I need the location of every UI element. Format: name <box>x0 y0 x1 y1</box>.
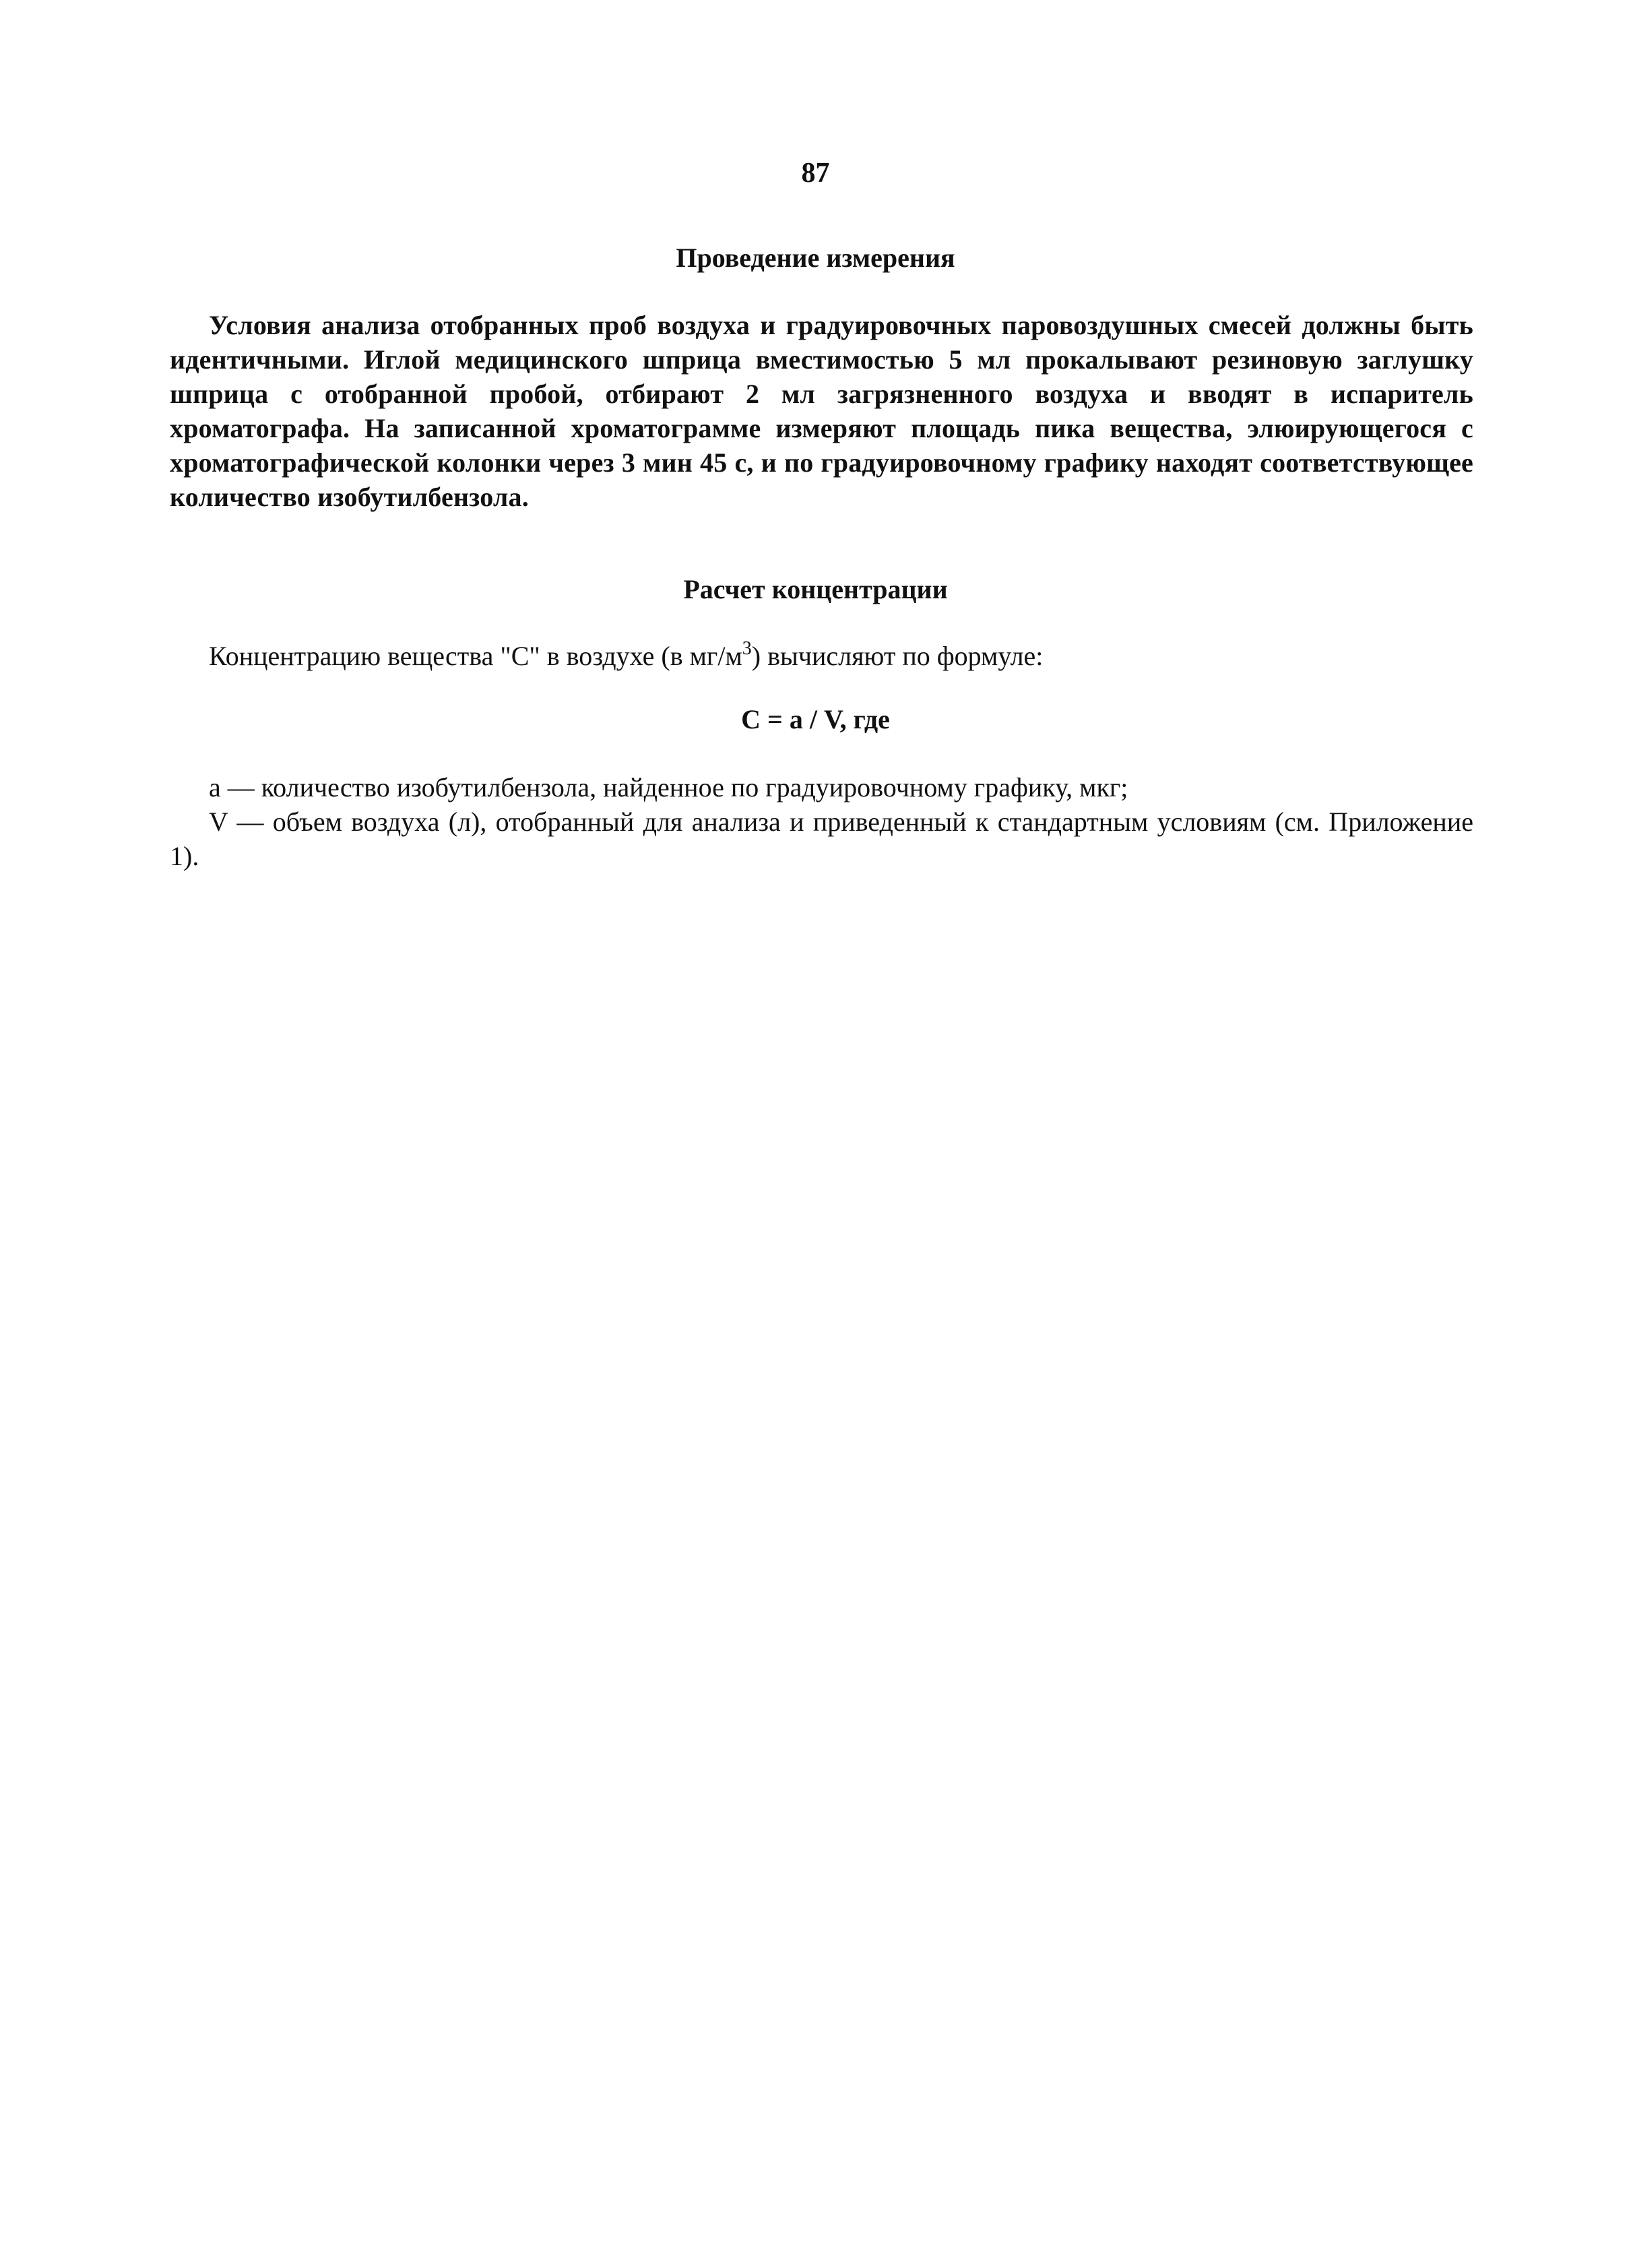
page-number: 87 <box>801 158 830 189</box>
definition-v: V — объем воздуха (л), отобранный для анализа и приведенный к стандартным условиям (см. Приложение 1). <box>170 807 1473 871</box>
formula-definitions <box>170 770 1473 873</box>
definition-a: а — количество изобутилбензола, найденное по градуировочному графику, мкг; <box>209 772 1128 802</box>
measurement-paragraph: Условия анализа отобранных проб воздуха и градуировочных паровоздушных смесей должны быть идентичными. Иглой медицинского шприца вместимостью 5 мл прокалывают резиновую заглушку шприца с отобранной пробой, отбирают 2 мл загрязненного воздуха и вводят в испаритель хроматографа. На записанной хроматограмме измеряют площадь пика вещества, элюирующегося с хроматографической колонки через 3 мин 45 с, и по градуировочному графику находят соответствующее количество изобутилбензола. <box>170 310 1473 512</box>
cubic-superscript: 3 <box>742 637 752 659</box>
section-heading-measurement: Проведение измерения <box>676 243 955 273</box>
section-heading-calculation: Расчет концентрации <box>683 574 948 604</box>
calculation-intro-text: Концентрацию вещества "С" в воздухе (в мг/м <box>209 641 742 671</box>
calculation-intro-tail: ) вычисляют по формуле: <box>751 641 1044 671</box>
calculation-intro <box>170 639 1473 673</box>
concentration-formula: С = а / V, где <box>741 704 890 734</box>
